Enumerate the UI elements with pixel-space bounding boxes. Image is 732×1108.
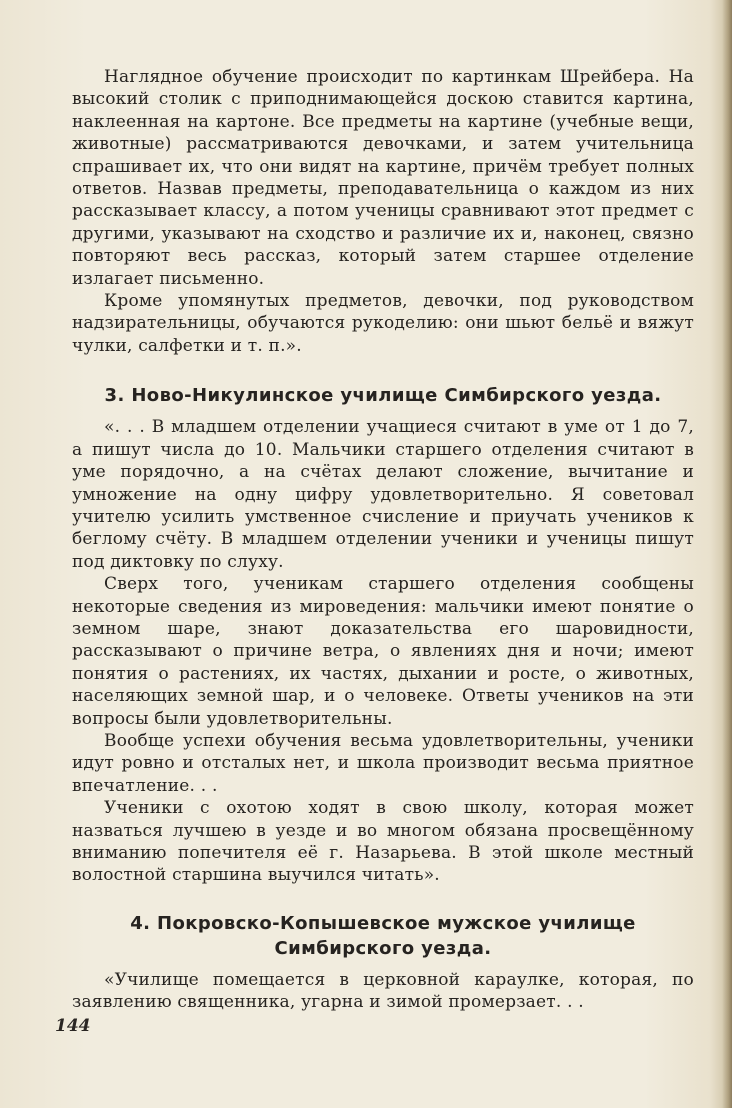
paragraph: Ученики с охотою ходят в свою школу, которая может назваться лучшею в уезде и во многом обязана просвещённому вниманию попечителя её г. Назарьева. В этой школе местный волостной старшина выучился читать». [72,798,694,886]
section-heading: 3. Ново-Никулинское училище Симбирского уезда. [104,385,662,407]
paragraph: Сверх того, ученикам старшего отделения сообщены некоторые сведения из мироведения: мальчики имеют понятие о земном шаре, знают доказательства его шаровидности, рассказывают о причине ветра, о явлениях дня и ночи; имеют понятия о растениях, их частях, дыхании и росте, о животных, населяющих земной шар, и о человеке. Ответы учеников на эти вопросы были удовлетворительны. [72,574,694,729]
paragraph: «. . . В младшем отделении учащиеся считают в уме от 1 до 7, а пишут числа до 10. Мальчики старшего отделения считают в уме порядочно, а на счётах делают сложение, вычитание и умножение на одну цифру удовлетворительно. Я советовал учителю усилить умственное счисление и приучать учеников к беглому счёту. В младшем отделении ученики и ученицы пишут под диктовку по слуху. [72,417,694,572]
page-number: 144 [55,1016,91,1036]
page-content [72,66,694,1014]
page-edge-shadow [722,0,732,1108]
paragraph: Кроме упомянутых предметов, девочки, под руководством надзирательницы, обучаются рукоделию: они шьют бельё и вяжут чулки, салфетки и т. п.». [72,291,694,356]
paragraph: Наглядное обучение происходит по картинкам Шрейбера. На высокий столик с приподнимающейся доскою ставится картина, наклеенная на картоне. Все предметы на картине (учебные вещи, животные) рассматриваются девочками, и затем учительница спрашивает их, что они видят на картине, причём требует полных ответов. Назвав предметы, преподавательница о каждом из них рассказывает классу, а потом ученицы сравнивают этот предмет с другими, указывают на сходство и различие их и, наконец, связно повторяют весь рассказ, который затем старшее отделение излагает письменно. [72,67,694,289]
paragraph: «Училище помещается в церковной караулке, которая, по заявлению священника, угарна и зимой промерзает. . . [72,969,694,1013]
section-heading: 4. Покровско-Копышевское мужское училище Симбирского уезда. [130,912,636,959]
paragraph: Вообще успехи обучения весьма удовлетворительны, ученики идут ровно и отсталых нет, и школа производит весьма приятное впечатление. . . [72,730,694,796]
